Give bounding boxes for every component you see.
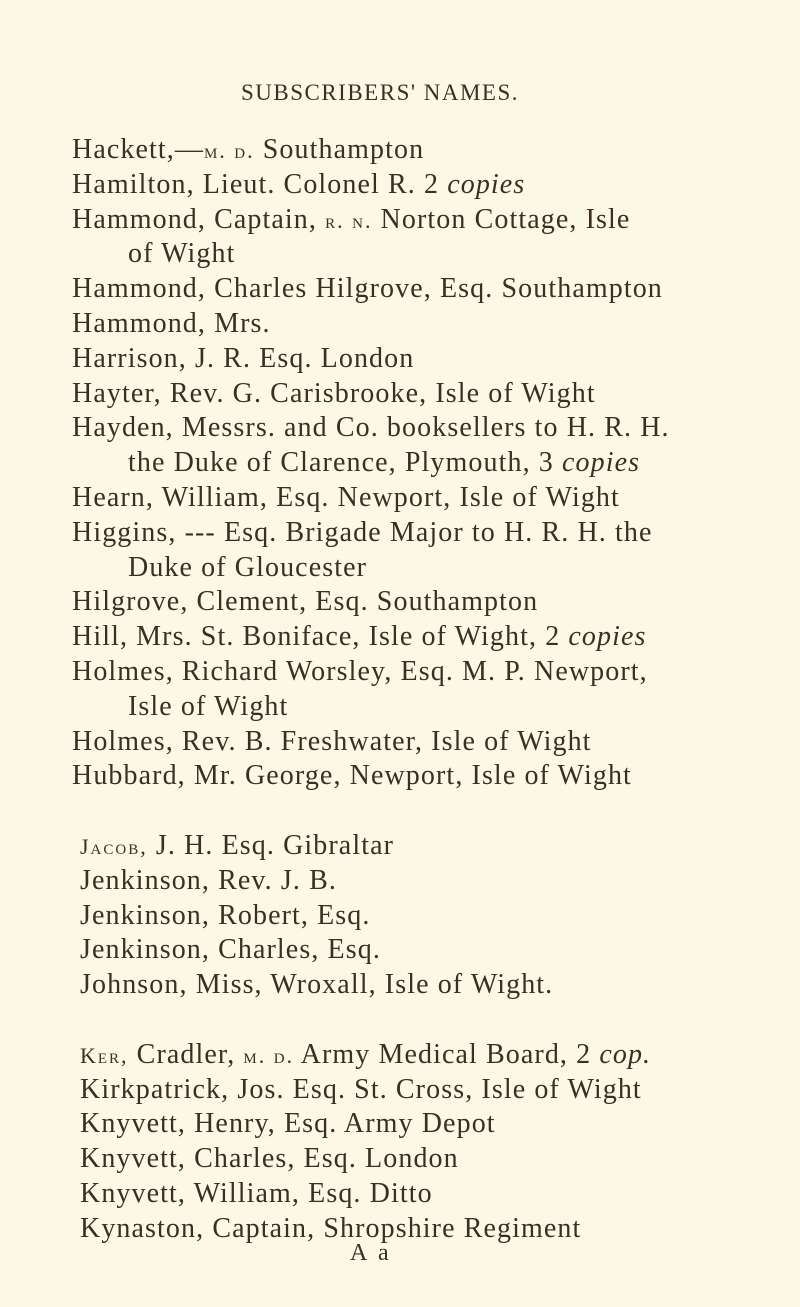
entry-continuation: [128, 551, 367, 585]
subscriber-entry: [80, 968, 553, 1002]
entry-text: Jacob,: [80, 834, 148, 859]
entry-text: Kirkpatrick, Jos. Esq. St. Cross, Isle of Wight: [80, 1073, 642, 1105]
entry-text: Knyvett, Charles, Esq. London: [80, 1143, 459, 1175]
entry-text: m. d.: [203, 138, 255, 163]
entry-text: Hearn, William, Esq. Newport, Isle of Wight: [72, 482, 620, 513]
subscriber-entry: [72, 307, 271, 341]
entry-text: Hammond, Charles Hilgrove, Esq. Southampton: [72, 273, 663, 305]
subscriber-entry: [80, 1107, 496, 1141]
entry-text: r. n.: [325, 207, 373, 233]
subscriber-entry: [72, 655, 648, 689]
entry-text: of Wight: [128, 238, 236, 270]
entry-text: Hilgrove, Clement, Esq. Southampton: [72, 586, 539, 618]
entry-text: Johnson, Miss, Wroxall, Isle of Wight.: [80, 969, 554, 1001]
entry-continuation: [128, 690, 288, 724]
page-title: SUBSCRIBERS' NAMES.: [240, 80, 520, 105]
entry-text: Hamilton, Lieut. Colonel R. 2: [72, 168, 448, 200]
entry-text: Knyvett, Henry, Esq. Army Depot: [80, 1108, 496, 1140]
subscriber-entry: [80, 1038, 651, 1073]
entry-text: the Duke of Clarence, Plymouth, 3: [128, 447, 562, 479]
entry-text: copies: [447, 168, 526, 200]
entry-text: Southampton: [254, 134, 425, 165]
subscriber-entry: [72, 481, 620, 515]
subscriber-entry: [72, 133, 424, 168]
entry-text: Knyvett, William, Esq. Ditto: [80, 1178, 433, 1209]
subscriber-entry: [72, 585, 538, 619]
subscriber-entry: [80, 1073, 642, 1107]
entry-text: copies: [568, 621, 647, 653]
subscriber-entry: [80, 829, 394, 864]
subscriber-entry: [72, 759, 632, 793]
subscriber-entry: [72, 725, 592, 759]
entry-text: copies: [561, 447, 641, 479]
entry-text: Hayden, Messrs. and Co. booksellers to H. R. H.: [72, 412, 670, 444]
entry-text: Hill, Mrs. St. Boniface, Isle of Wight, 2: [72, 621, 569, 653]
entry-text: Ker,: [80, 1042, 129, 1068]
entry-text: cop.: [599, 1038, 652, 1070]
entry-text: Cradler,: [128, 1038, 244, 1070]
subscriber-entry: [80, 899, 371, 933]
entry-text: Isle of Wight: [128, 690, 289, 722]
subscriber-entry: [80, 1177, 433, 1211]
entry-text: Jenkinson, Charles, Esq.: [80, 934, 381, 966]
entry-text: Jenkinson, Robert, Esq.: [80, 899, 371, 931]
entry-continuation: [128, 446, 640, 480]
signature-mark: A a: [350, 1240, 392, 1266]
subscriber-entry: [80, 1142, 459, 1176]
subscriber-entry: [72, 411, 670, 445]
subscriber-entry: [72, 168, 525, 202]
entry-text: Holmes, Richard Worsley, Esq. M. P. Newport,: [72, 656, 648, 687]
subscriber-entry: [72, 620, 647, 654]
subscriber-entry: [80, 1212, 581, 1246]
entry-text: Harrison, J. R. Esq. London: [72, 342, 415, 374]
subscriber-entry: [72, 516, 653, 550]
entry-text: Army Medical Board, 2: [294, 1038, 600, 1070]
entry-text: Hackett,—: [72, 134, 204, 165]
subscriber-entry: [72, 272, 663, 306]
entry-text: Higgins, --- Esq. Brigade Major to H. R. H. the: [72, 516, 653, 548]
entry-text: Jenkinson, Rev. J. B.: [80, 864, 337, 896]
entry-text: Kynaston, Captain, Shropshire Regiment: [80, 1212, 582, 1244]
entry-text: Norton Cottage, Isle: [372, 203, 631, 235]
subscriber-entry: [80, 864, 337, 898]
entry-text: m. d.: [243, 1042, 295, 1068]
entry-text: Hubbard, Mr. George, Newport, Isle of Wight: [72, 760, 632, 792]
subscriber-entry: [80, 933, 381, 967]
entry-text: Hammond, Captain,: [72, 203, 326, 235]
entry-text: Hammond, Mrs.: [72, 308, 271, 339]
entry-text: Duke of Gloucester: [128, 551, 368, 583]
entry-text: J. H. Esq. Gibraltar: [147, 830, 395, 861]
entry-continuation: [128, 237, 235, 271]
entry-text: Hayter, Rev. G. Carisbrooke, Isle of Wight: [72, 377, 596, 409]
subscriber-entry: [72, 377, 596, 411]
subscriber-entry: [72, 342, 414, 376]
entry-text: Holmes, Rev. B. Freshwater, Isle of Wight: [72, 725, 592, 757]
subscriber-entry: [72, 203, 630, 238]
